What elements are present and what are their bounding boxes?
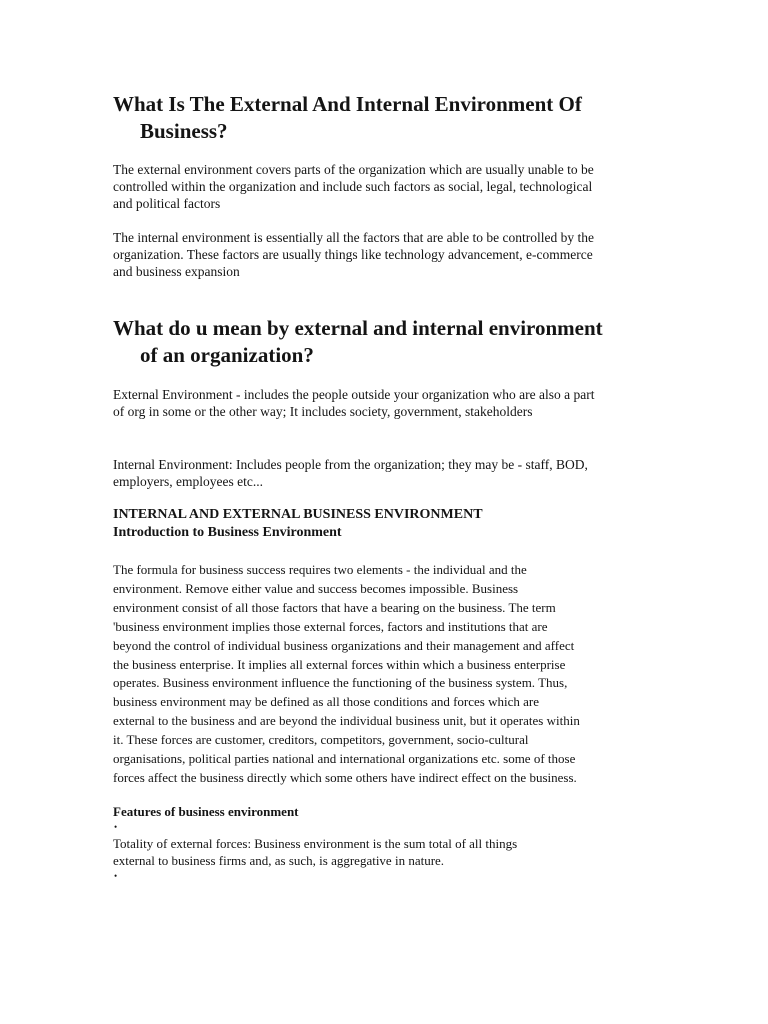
features-heading: Features of business environment (113, 804, 299, 819)
paragraph-internal-environment (113, 457, 588, 491)
text-line: operates. Business environment influence the functioning of the business system. Thus, (113, 675, 568, 691)
text-line: external to business firms and, as such, is aggregative in nature. (113, 853, 445, 868)
text-line: External Environment - includes the people outside your organization who are also a part (113, 387, 595, 402)
text-line: of org in some or the other way; It includes society, government, stakeholders (113, 403, 533, 419)
text-line: environment consist of all those factors that have a bearing on the business. The term (113, 599, 556, 615)
text-line: external to the business and are beyond the individual business unit, but it operates within (113, 713, 580, 729)
bullet-icon: • (114, 871, 118, 881)
text-line: controlled within the organization and include such factors as social, legal, technological (113, 178, 593, 194)
bullet-icon: • (114, 822, 118, 832)
text-line: The internal environment is essentially all the factors that are able to be controlled by the (113, 230, 594, 245)
text-line: The external environment covers parts of the organization which are usually unable to be (113, 162, 594, 177)
list-item (113, 835, 517, 869)
text-line: 'business environment implies those external forces, factors and institutions that are (113, 618, 548, 634)
heading-external-internal-environment-of-business (113, 91, 582, 144)
text-line: employers, employees etc... (113, 473, 263, 489)
text-line: environment. Remove either value and success becomes impossible. Business (113, 580, 519, 596)
paragraph-external-environment-definition (113, 162, 594, 212)
heading-line: What Is The External And Internal Environment Of (113, 92, 582, 116)
text-line: and political factors (113, 195, 221, 211)
text-line: forces affect the business directly which some others have indirect effect on the business. (113, 769, 577, 785)
article-subtitle: Introduction to Business Environment (113, 525, 342, 540)
heading-line: What do u mean by external and internal environment (113, 316, 603, 340)
text-line: organization. These factors are usually things like technology advancement, e-commerce (113, 246, 593, 262)
heading-line: Business? (140, 118, 228, 143)
text-line: beyond the control of individual business organizations and their management and affect (113, 637, 575, 653)
text-line: The formula for business success requires two elements - the individual and the (113, 562, 527, 577)
paragraph-internal-environment-definition (113, 230, 594, 280)
article-title: INTERNAL AND EXTERNAL BUSINESS ENVIRONMENT (113, 507, 483, 522)
heading-line: of an organization? (140, 342, 314, 367)
text-line: it. These forces are customer, creditors, competitors, government, socio-cultural (113, 732, 529, 748)
text-line: and business expansion (113, 263, 240, 279)
paragraph-external-environment (113, 387, 594, 421)
text-line: the business enterprise. It implies all external forces within which a business enterprise (113, 656, 566, 672)
heading-external-internal-environment-of-organization (113, 315, 603, 368)
text-line: Internal Environment: Includes people from the organization; they may be - staff, BOD, (113, 457, 588, 472)
text-line: organisations, political parties national and international organizations etc. some of those (113, 751, 576, 767)
article-body (113, 561, 580, 788)
text-line: business environment may be defined as all those conditions and forces which are (113, 694, 539, 710)
text-line: Totality of external forces: Business environment is the sum total of all things (113, 836, 518, 851)
article-header (113, 506, 483, 542)
